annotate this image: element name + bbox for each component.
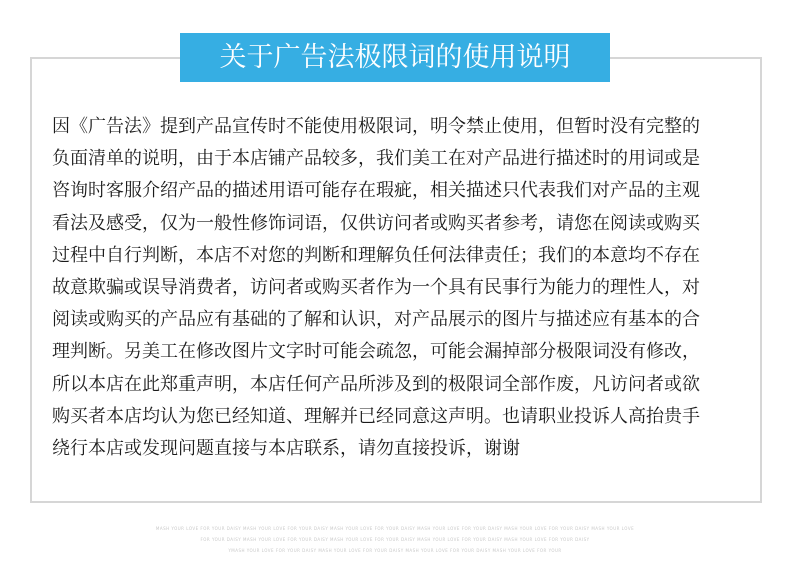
page-title: 关于广告法极限词的使用说明 — [180, 33, 610, 82]
notice-body — [52, 111, 752, 465]
footer-decoration — [0, 523, 790, 556]
notice-line: 购买者本店均认为您已经知道、理解并已经同意这声明。也请职业投诉人高抬贵手 — [52, 405, 700, 427]
notice-line: 咨询时客服介绍产品的描述用语可能存在瑕疵，相关描述只代表我们对产品的主观 — [52, 180, 700, 202]
notice-line: 因《广告法》提到产品宣传时不能使用极限词，明令禁止使用，但暂时没有完整的 — [52, 116, 700, 137]
notice-line: 看法及感受，仅为一般性修饰词语，仅供访问者或购买者参考，请您在阅读或购买 — [52, 212, 700, 234]
footer-deco-line: FOR YOUR DAISY MASH YOUR LOVE FOR YOUR DAISY MASH YOUR LOVE FOR YOUR DAISY MASH YOUR LOVE FOR YOUR DAISY MASH YOUR LOVE FOR YOUR DAISY — [200, 537, 590, 542]
notice-line: 所以本店在此郑重声明，本店任何产品所涉及到的极限词全部作废，凡访问者或欲 — [52, 373, 700, 395]
notice-line: 理判断。另美工在修改图片文字时可能会疏忽，可能会漏掉部分极限词没有修改， — [52, 341, 700, 363]
footer-deco-line: YMASH YOUR LOVE FOR YOUR DAISY MASH YOUR LOVE FOR YOUR DAISY MASH YOUR LOVE FOR YOUR DAISY MASH YOUR LOVE FOR YOUR — [228, 548, 562, 553]
notice-line: 过程中自行判断，本店不对您的判断和理解负任何法律责任；我们的本意均不存在 — [52, 244, 700, 266]
notice-line: 绕行本店或发现问题直接与本店联系，请勿直接投诉，谢谢 — [52, 438, 520, 460]
notice-line: 故意欺骗或误导消费者，访问者或购买者作为一个具有民事行为能力的理性人，对 — [52, 277, 700, 299]
footer-deco-line: MASH YOUR LOVE FOR YOUR DAISY MASH YOUR LOVE FOR YOUR DAISY MASH YOUR LOVE FOR YOUR DAISY MASH YOUR LOVE FOR YOUR DAISY MASH YOUR LOVE FOR YOUR DAISY MASH YOUR LOVE — [155, 526, 635, 531]
notice-line: 负面清单的说明，由于本店铺产品较多，我们美工在对产品进行描述时的用词或是 — [52, 148, 700, 170]
notice-line: 阅读或购买的产品应有基础的了解和认识，对产品展示的图片与描述应有基本的合 — [52, 309, 700, 331]
